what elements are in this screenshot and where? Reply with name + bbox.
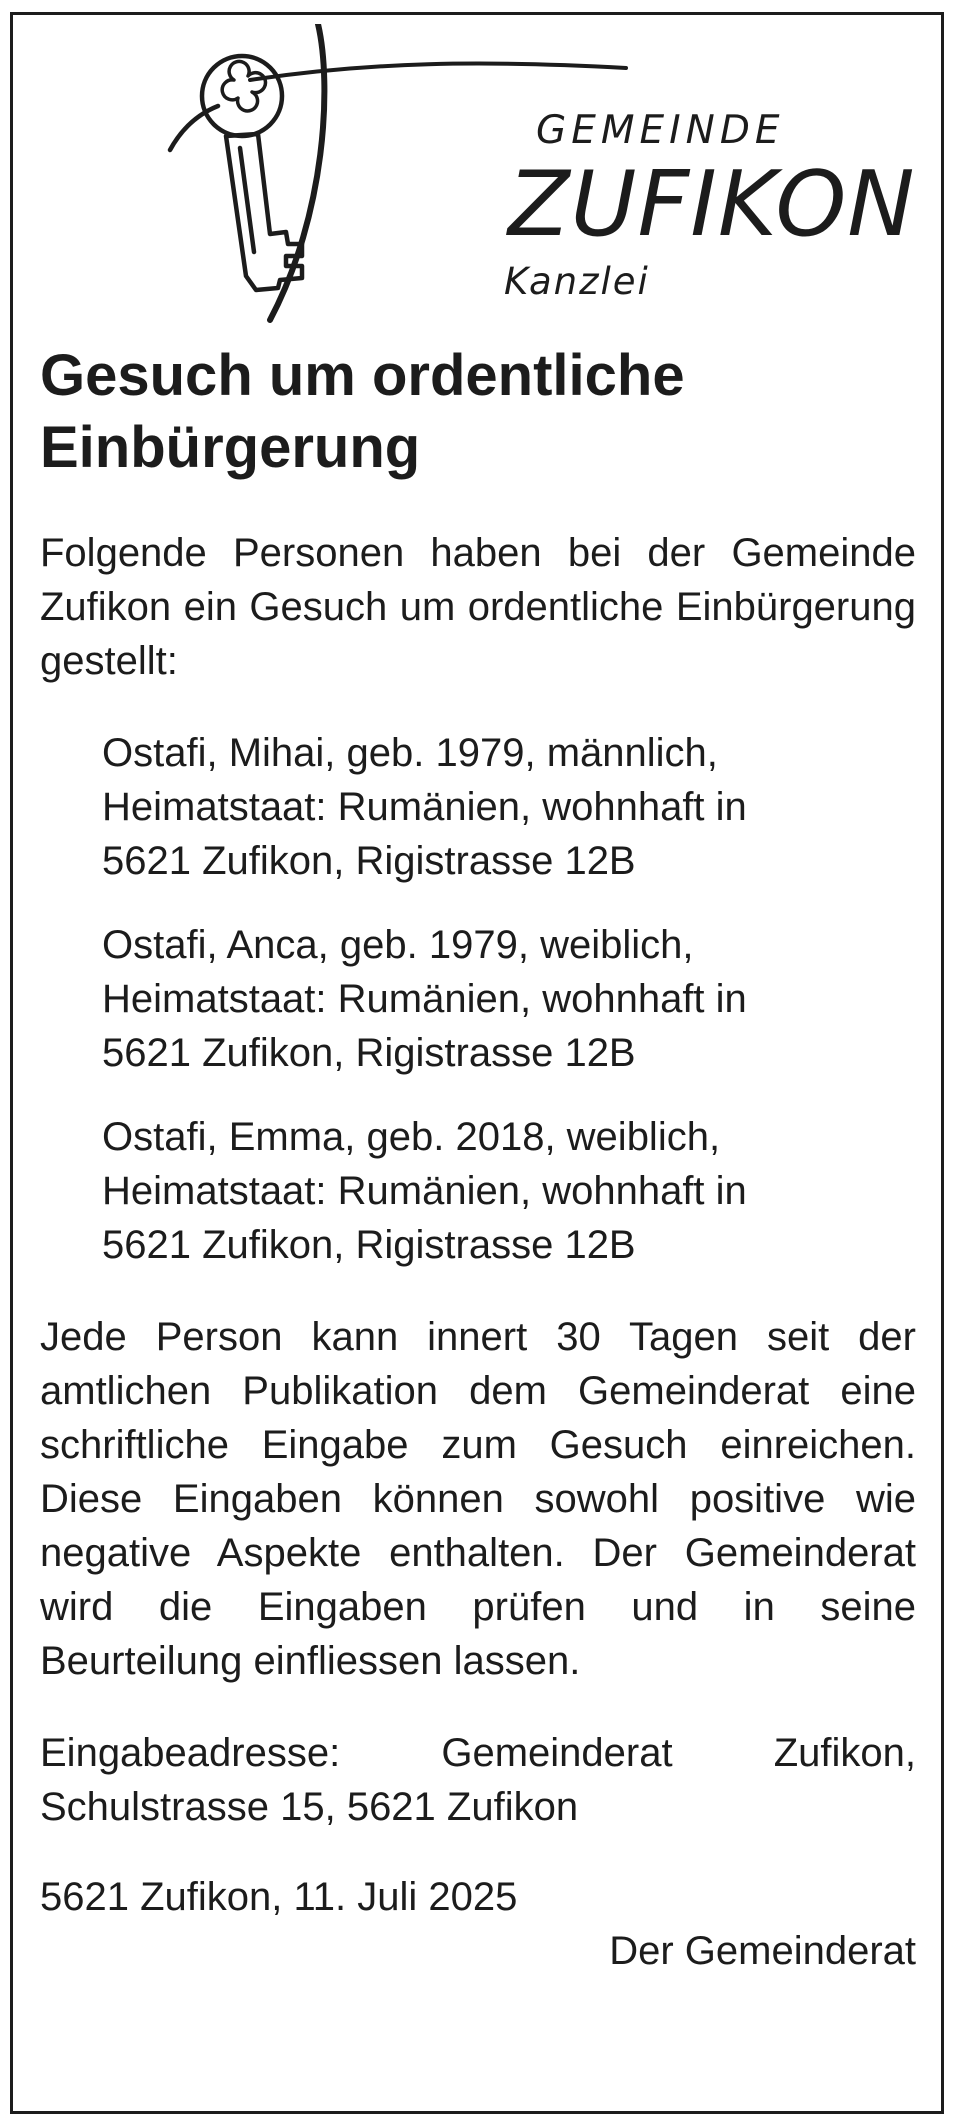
applicant-nationality: Heimatstaat: Rumänien, wohnhaft in [102, 785, 747, 829]
applicant-entry [102, 918, 916, 1080]
applicant-nationality: Heimatstaat: Rumänien, wohnhaft in [102, 977, 747, 1021]
applicant-details: Ostafi, Emma, geb. 2018, weiblich, [102, 1115, 721, 1159]
applicant-entry [102, 726, 916, 888]
intro-paragraph: Folgende Personen haben bei der Gemeinde Zufikon ein Gesuch um ordentliche Einbürgerung gestellt: [40, 531, 916, 683]
applicant-details: Ostafi, Anca, geb. 1979, weiblich, [102, 923, 694, 967]
applicant-nationality: Heimatstaat: Rumänien, wohnhaft in [102, 1169, 747, 1213]
submission-address: Eingabeadresse: Gemeinderat Zufikon, Schulstrasse 15, 5621 Zufikon [40, 1731, 916, 1829]
applicant-address: 5621 Zufikon, Rigistrasse 12B [102, 1223, 636, 1267]
municipality-logo [160, 24, 916, 324]
notice-content [40, 340, 916, 1978]
logo-municipality-name: ZUFIKON [508, 152, 916, 257]
notice-title: Gesuch um ordentliche Einbürgerung [40, 343, 685, 480]
applicant-address: 5621 Zufikon, Rigistrasse 12B [102, 1031, 636, 1075]
applicant-details: Ostafi, Mihai, geb. 1979, männlich, [102, 731, 718, 775]
logo-gemeinde-text: GEMEINDE [536, 108, 785, 153]
applicant-entry [102, 1110, 916, 1272]
place-and-date: 5621 Zufikon, 11. Juli 2025 [40, 1875, 518, 1919]
logo-department-text: Kanzlei [504, 260, 650, 303]
objection-notice-paragraph: Jede Person kann innert 30 Tagen seit der amtlichen Publikation dem Gemeinderat eine schriftliche Eingabe zum Gesuch einreichen. Diese Eingaben können sowohl positive wie negative Aspekte enthalten. Der Gemeinderat wird die Eingaben prüfen und in seine Beurteilung einfliessen lassen. [40, 1315, 916, 1683]
applicant-address: 5621 Zufikon, Rigistrasse 12B [102, 839, 636, 883]
signature: Der Gemeinderat [609, 1929, 916, 1973]
